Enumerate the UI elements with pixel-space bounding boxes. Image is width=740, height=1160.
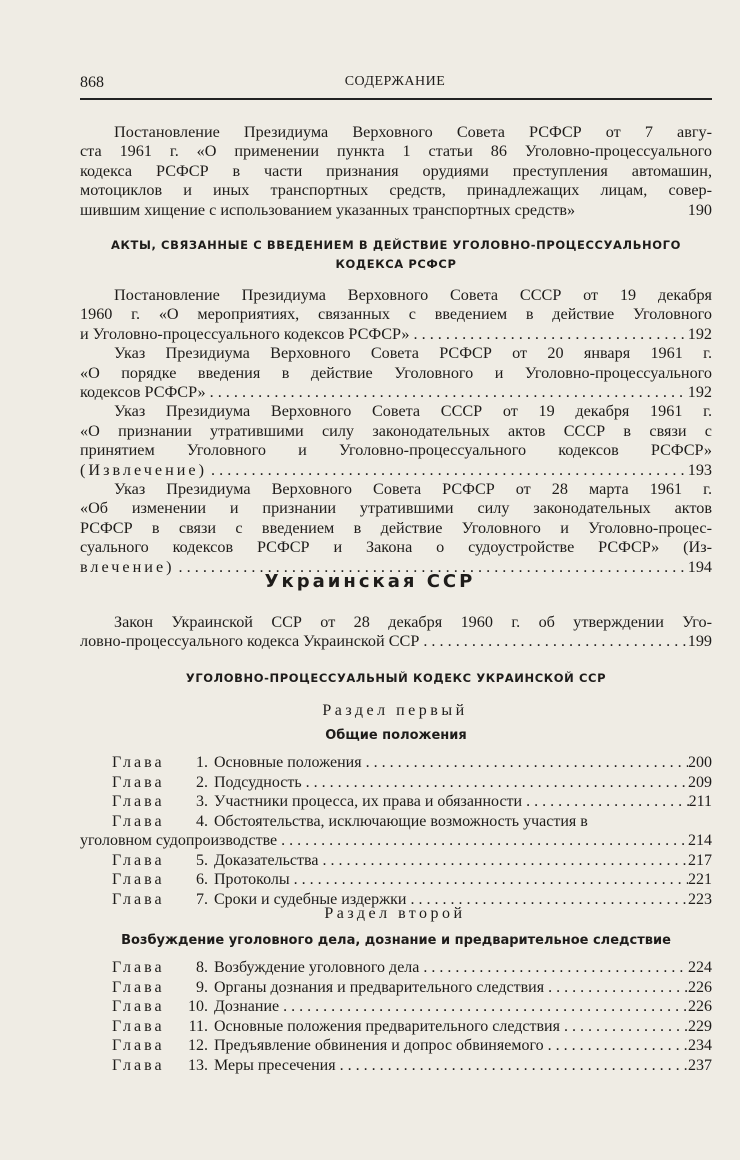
- section-heading-line: АКТЫ, СВЯЗАННЫЕ С ВВЕДЕНИЕМ В ДЕЙСТВИЕ УГОЛОВНО-ПРОЦЕССУАЛЬНОГО: [111, 238, 681, 252]
- dot-leader: [522, 792, 689, 812]
- toc-entry: [80, 402, 712, 480]
- page-ref: 229: [688, 1017, 712, 1035]
- entry-line: мотоциклов и иных транспортных средств, принадлежащих лицам, совер-: [80, 181, 712, 200]
- dot-leader: [277, 831, 688, 851]
- chapter-title: Сроки и судебные издержки: [214, 890, 407, 908]
- dot-leader: [279, 997, 688, 1017]
- page-ref: 194: [687, 557, 712, 576]
- toc-entry: [80, 480, 712, 577]
- toc-entry-law: [80, 613, 712, 652]
- chapter-title-wrap: [214, 773, 712, 793]
- entry-line: суального кодексов РСФСР и Закона о судоустройстве РСФСР» (Из-: [80, 538, 712, 557]
- dot-leader: [419, 632, 687, 651]
- page-ref: 223: [688, 890, 712, 908]
- chapter-title-wrap: [214, 1036, 712, 1056]
- chapter-continuation: [80, 831, 712, 851]
- page-ref: 234: [688, 1037, 712, 1054]
- chapter-title-wrap: [214, 1017, 712, 1037]
- dot-leader: [419, 958, 688, 978]
- code-title: УГОЛОВНО-ПРОЦЕССУАЛЬНЫЙ КОДЕКС УКРАИНСКОЙ ССР: [185, 671, 607, 685]
- page-ref: 226: [688, 998, 712, 1015]
- chapter-title: Органы дознания и предварительного следствия: [214, 978, 545, 996]
- header-rule: [80, 98, 712, 100]
- chapter-title-wrap: [214, 753, 712, 773]
- chapter-row: [80, 978, 712, 998]
- chapter-number: 7.: [196, 890, 208, 908]
- toc-entry: [80, 286, 712, 344]
- dot-leader: [560, 1017, 688, 1037]
- chapter-row: [80, 1017, 712, 1037]
- entry-last-line: [80, 383, 712, 402]
- chapter-title: Обстоятельства, исключающие возможность участия в: [214, 812, 588, 830]
- chapter-number: 10.: [188, 998, 208, 1015]
- page-ref: 217: [688, 851, 712, 869]
- page-ref: 199: [687, 632, 712, 651]
- entry-line: Указ Президиума Верховного Совета РСФСР от 20 января 1961 г.: [114, 344, 712, 363]
- page-ref: 190: [687, 200, 712, 219]
- chapter-row: [80, 792, 712, 812]
- page-ref: 214: [688, 832, 712, 849]
- chapter-row: [80, 773, 712, 793]
- toc-entry: [80, 344, 712, 402]
- part2-chapters: [80, 958, 712, 1075]
- entry-text: кодексов РСФСР»: [80, 383, 206, 402]
- dot-leader: [318, 851, 688, 871]
- chapter-row: [80, 1036, 712, 1056]
- entry-line: 1960 г. «О мероприятиях, связанных с введением в действие Уголовного: [80, 305, 712, 324]
- chapter-row: [80, 1056, 712, 1076]
- chapter-title: Предъявление обвинения и допрос обвиняемого: [214, 1037, 544, 1054]
- entry-line: «Об изменении и признании утратившими силу законодательных актов: [80, 499, 712, 518]
- chapter-label: Глава: [112, 754, 165, 771]
- chapter-row: [80, 851, 712, 871]
- chapter-title: Возбуждение уголовного дела: [214, 959, 420, 976]
- page-ref: 237: [688, 1056, 712, 1074]
- entry-last-line: [80, 632, 712, 651]
- chapter-row: [80, 812, 712, 832]
- chapter-title-wrap: [214, 978, 712, 998]
- chapter-title-wrap: [214, 997, 712, 1017]
- page-ref: 211: [688, 793, 712, 810]
- dot-leader: [362, 753, 688, 773]
- toc-entry-first: [80, 123, 712, 220]
- chapter-title: Доказательства: [214, 851, 319, 869]
- entry-text: шившим хищение с использованием указанных транспортных средств»: [80, 200, 576, 219]
- entry-text: влечение): [80, 557, 175, 576]
- chapter-label: Глава: [112, 773, 165, 791]
- chapter-label: Глава: [112, 959, 165, 976]
- chapter-label: Глава: [112, 1056, 165, 1074]
- section-heading-line: КОДЕКСА РСФСР: [335, 257, 457, 271]
- chapter-label: Глава: [112, 998, 165, 1015]
- chapter-number: 3.: [196, 793, 208, 810]
- page-ref: 221: [688, 871, 712, 888]
- page-ref: 192: [687, 383, 712, 402]
- republic-title: Украинская ССР: [264, 571, 476, 592]
- chapter-row: [80, 753, 712, 773]
- page-ref: 209: [688, 773, 712, 791]
- chapter-title-wrap: [214, 1056, 712, 1076]
- dot-leader: [336, 1056, 688, 1076]
- part2-title: Возбуждение уголовного дела, дознание и предварительное следствие: [121, 933, 671, 948]
- chapter-title-wrap: [214, 958, 712, 978]
- dot-leader: [206, 383, 688, 402]
- dot-leader: [410, 325, 688, 344]
- entry-text: ловно-процессуального кодекса Украинской ССР: [80, 632, 420, 651]
- page-ref: 224: [688, 959, 712, 976]
- dot-leader: [290, 870, 688, 890]
- page-number: 868: [80, 74, 104, 91]
- chapter-number: 9.: [196, 978, 208, 996]
- entry-line: Закон Украинской ССР от 28 декабря 1960 г. об утверждении Уго-: [114, 613, 712, 631]
- entry-line: РСФСР в связи с введением в действие Уголовного и Уголовно-процес-: [80, 518, 712, 537]
- part2-heading: Раздел второй: [324, 905, 466, 922]
- running-header: СОДЕРЖАНИЕ: [344, 74, 446, 89]
- chapter-row: [80, 997, 712, 1017]
- chapter-label: Глава: [112, 978, 165, 996]
- chapter-label: Глава: [112, 871, 165, 888]
- chapter-number: 5.: [196, 851, 208, 869]
- entry-last-line: [80, 325, 712, 344]
- part1-heading: Раздел первый: [322, 702, 468, 719]
- toc-acts-list: [80, 286, 712, 577]
- page-ref: 193: [687, 460, 712, 479]
- chapter-title: Меры пресечения: [214, 1056, 336, 1074]
- chapter-number: 4.: [196, 812, 208, 830]
- entry-line: ста 1961 г. «О применении пункта 1 статьи 86 Уголовно-процессуального: [80, 142, 712, 161]
- chapter-label: Глава: [112, 1037, 165, 1054]
- entry-line: Указ Президиума Верховного Совета СССР от 19 декабря 1961 г.: [114, 402, 712, 421]
- chapter-title: Участники процесса, их права и обязанности: [214, 793, 523, 810]
- entry-line: кодекса РСФСР в части признания орудиями преступления автомашин,: [80, 161, 712, 180]
- chapter-title-wrap: [214, 851, 712, 871]
- chapter-title-wrap: [214, 792, 712, 812]
- part1-title: Общие положения: [325, 728, 467, 743]
- dot-leader: [544, 1036, 688, 1056]
- dot-leader: [207, 461, 688, 480]
- chapter-label: Глава: [112, 890, 165, 908]
- page-ref: 192: [687, 324, 712, 343]
- chapter-number: 6.: [196, 871, 208, 888]
- chapter-label: Глава: [112, 812, 165, 830]
- chapter-title: Основные положения предварительного следствия: [214, 1017, 560, 1035]
- chapter-number: 12.: [188, 1037, 208, 1054]
- entry-line: принятием Уголовного и Уголовно-процессуального кодексов РСФСР»: [80, 441, 712, 460]
- chapter-label: Глава: [112, 1017, 165, 1035]
- chapter-row: [80, 870, 712, 890]
- chapter-title: Дознание: [214, 998, 280, 1015]
- chapter-title-wrap: [214, 870, 712, 890]
- entry-text: и Уголовно-процессуального кодексов РСФСР»: [80, 324, 410, 343]
- entry-last-line: [80, 461, 712, 480]
- chapter-number: 2.: [196, 773, 208, 791]
- chapter-title-cont: уголовном судопроизводстве: [80, 832, 278, 849]
- chapter-label: Глава: [112, 851, 165, 869]
- chapter-number: 1.: [196, 754, 208, 771]
- chapter-number: 13.: [188, 1056, 208, 1074]
- chapter-title: Подсудность: [214, 773, 302, 791]
- page-ref: 226: [688, 978, 712, 996]
- chapter-number: 8.: [196, 959, 208, 976]
- entry-line: Постановление Президиума Верховного Совета РСФСР от 7 авгу-: [114, 123, 712, 141]
- chapter-title: Основные положения: [214, 754, 362, 771]
- chapter-row: [80, 958, 712, 978]
- entry-last-line: [80, 201, 712, 220]
- part1-chapters: [80, 753, 712, 909]
- entry-line: Постановление Президиума Верховного Совета СССР от 19 декабря: [114, 286, 712, 304]
- entry-line: «О признании утратившими силу законодательных актов СССР в связи с: [80, 421, 712, 440]
- chapter-title: Протоколы: [214, 871, 290, 888]
- dot-leader: [544, 978, 688, 998]
- section-heading-acts: [80, 236, 712, 274]
- chapter-number: 11.: [188, 1017, 208, 1035]
- entry-line: Указ Президиума Верховного Совета РСФСР от 28 марта 1961 г.: [114, 480, 712, 499]
- page-ref: 200: [688, 754, 712, 771]
- entry-line: «О порядке введения в действие Уголовного и Уголовно-процессуального: [80, 363, 712, 382]
- chapter-label: Глава: [112, 793, 165, 810]
- entry-text: (Извлечение): [80, 460, 207, 479]
- chapter-title-wrap: [214, 812, 712, 832]
- dot-leader: [302, 773, 688, 793]
